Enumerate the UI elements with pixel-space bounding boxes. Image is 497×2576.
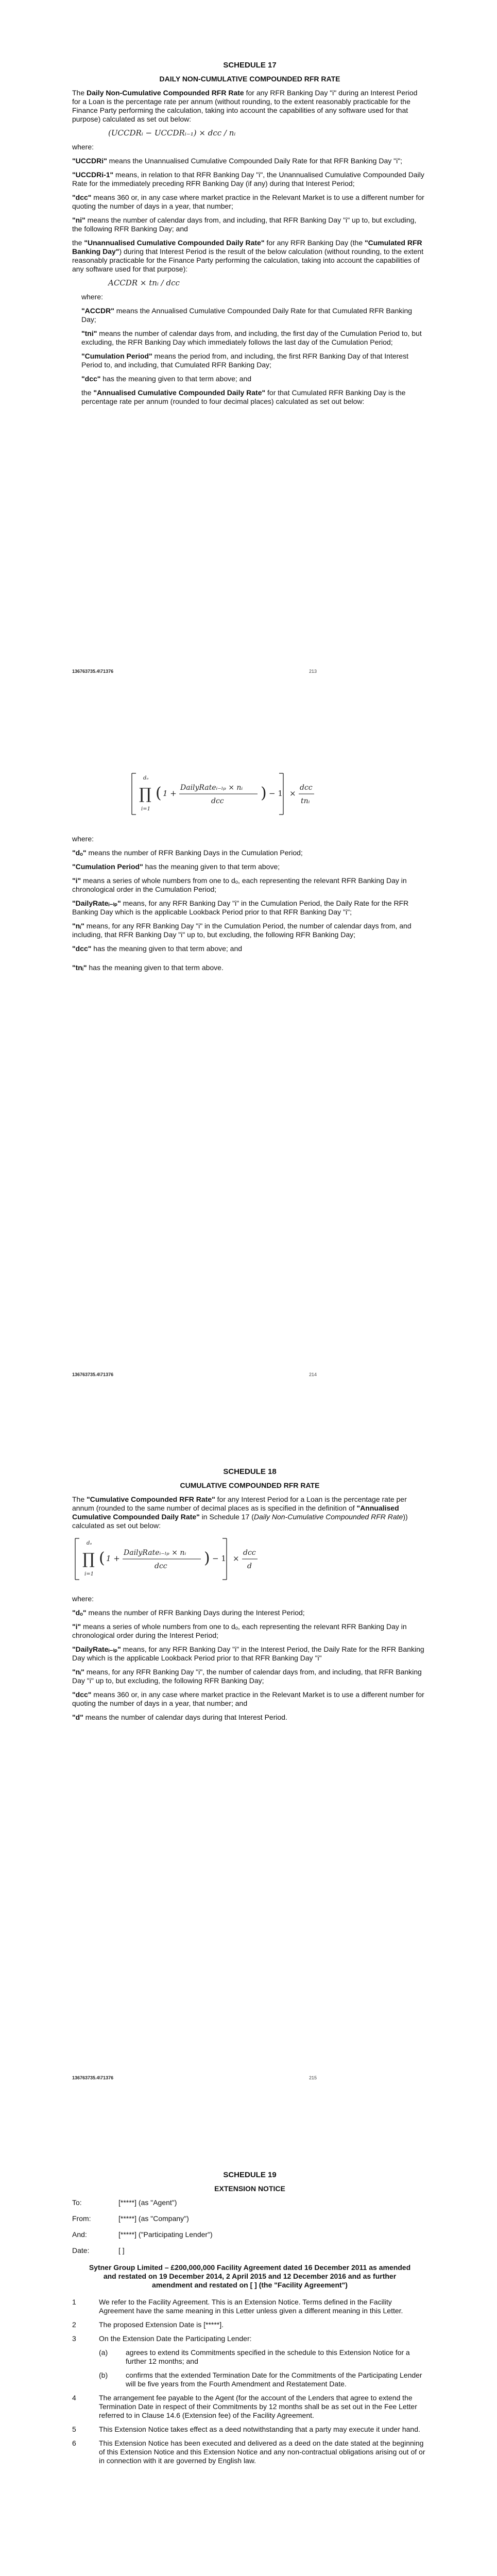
text-dcc-2: has the meaning given to that term above; and <box>100 375 252 383</box>
numbered-list-2 <box>72 2394 427 2465</box>
svg-text:): ) <box>204 1549 210 1567</box>
svg-text:DailyRateᵢ₋ₗₚ × nᵢ: DailyRateᵢ₋ₗₚ × nᵢ <box>180 784 243 792</box>
list-item-text: This Extension Notice has been executed and delivered as a deed on the date stated at the beginning of this Extension Notice and this Extension Notice and any non-contractual obligations arising out of or in connection with it are governed by English law. <box>99 2439 425 2465</box>
term-tni: "tni" <box>81 329 97 337</box>
svg-text:i=1: i=1 <box>84 1571 94 1577</box>
page-213-number: 213 <box>309 669 317 674</box>
intro215-end: )) calculated as set out below: <box>72 1513 408 1530</box>
list-item-text: The proposed Extension Date is [*****]. <box>99 2320 224 2329</box>
list-item <box>72 2320 427 2329</box>
page-214-footer: 136763735.4\71376 <box>72 1372 114 1377</box>
svg-text:− 1: − 1 <box>269 789 283 798</box>
term-daily-rate: "DailyRateᵢ₋ₗₚ" <box>72 899 121 907</box>
to-label: To: <box>72 2198 82 2207</box>
term-do: "dₒ" <box>72 849 87 857</box>
definition-uccdri <box>72 157 427 165</box>
intro215-term: "Cumulative Compounded RFR Rate" <box>87 1495 215 1503</box>
and-value: [*****] ("Participating Lender") <box>118 2230 213 2239</box>
definition-accdr-2 <box>81 388 427 406</box>
definition-cp-214 <box>72 862 427 871</box>
definition-i <box>72 876 427 894</box>
svg-text:): ) <box>261 784 267 802</box>
page-214-content <box>72 835 427 977</box>
svg-text:∏: ∏ <box>82 1550 95 1568</box>
list-item-text: This Extension Notice takes effect as a deed notwithstanding that a party may execute it under hand. <box>99 2425 420 2433</box>
page-214-number: 214 <box>309 1372 317 1377</box>
list-item-text: On the Extension Date the Participating Lender: <box>99 2334 252 2343</box>
formula-cumulative-rate <box>72 1535 288 1584</box>
term-i-215: "i" <box>72 1622 81 1631</box>
intro215-mid: for any Interest Period for a Loan is the percentage rate per annum (rounded to the same number of decimal places as is specified in the definition of <box>72 1495 407 1512</box>
text-ni-215: means, for any RFR Banking Day "i", the number of calendar days from, and including, that RFR Banking Day "i" up to, but excluding, the following RFR Banking Day; <box>72 1668 422 1685</box>
svg-text:dcc: dcc <box>211 797 224 805</box>
svg-text:1 +: 1 + <box>163 789 177 798</box>
list-item-number: 2 <box>72 2320 76 2329</box>
text-uccdr-mid: for any RFR Banking Day (the <box>264 239 365 247</box>
term-ni-214: "nᵢ" <box>72 922 84 930</box>
list-item-text: We refer to the Facility Agreement. This is an Extension Notice. Terms defined in the Facility Agreement have the same meaning in this Letter unless given a different meaning in this Letter. <box>99 2298 403 2315</box>
text-accdr: means the Annualised Cumulative Compounded Daily Rate for that Cumulated RFR Banking Day; <box>81 307 413 324</box>
text-cumulation-period: means the period from, and including, the first RFR Banking Day of that Interest Period to, and including, that Cumulated RFR Banking Day; <box>81 352 408 369</box>
term-dcc-215: "dcc" <box>72 1690 92 1699</box>
intro-text: for any RFR Banking Day "i" during an Interest Period for a Loan is the percentage rate per annum (without rounding, to the extent reasonably practicable for the Finance Party performing the calculation, taking into account the capabilities of any software used for that purpose) calculated as set out below: <box>72 89 418 123</box>
list-item-number: (b) <box>99 2371 108 2379</box>
page-216 <box>0 2110 497 2576</box>
list-item-text: The arrangement fee payable to the Agent (for the account of the Lenders that agree to extend the Termination Date in respect of their Commitments by 12 months shall be as set out in the Fee Letter referred to in Clause 14.6 (Extension fee) of the Facility Agreement. <box>99 2394 417 2419</box>
term-dcc-2: "dcc" <box>81 375 101 383</box>
page-215-footer: 136763735.4\71376 <box>72 2075 114 2080</box>
definition-d-215 <box>72 1713 427 1722</box>
definition-dcc <box>72 193 427 211</box>
extension-notice-heading: Sytner Group Limited – £200,000,000 Facility Agreement dated 16 December 2011 as amended and restated on 19 December 2014, 2 April 2015 and 12 December 2016 and as further amendment and restated on [ ] (the "Facility Agreement") <box>89 2263 411 2289</box>
where-block-2 <box>81 293 427 406</box>
definition-cumulation-period <box>81 352 427 369</box>
page-213-footer: 136763735.4\71376 <box>72 669 114 674</box>
list-item-text: agrees to extend its Commitments specified in the schedule to this Extension Notice for a further 12 months; and <box>126 2348 410 2365</box>
schedule-18-subtitle: CUMULATIVE COMPOUNDED RFR RATE <box>180 1481 320 1489</box>
page-213-content <box>72 61 427 411</box>
list-item-number: 6 <box>72 2439 76 2447</box>
text-uccdr: ) during that Interest Period is the result of the below calculation (without rounding, to the extent reasonably practicable for the Finance Party performing the calculation, taking into account the capabilities of any software used for that purpose): <box>72 247 424 273</box>
svg-text:×: × <box>233 1554 239 1563</box>
where-label-2: where: <box>81 293 104 301</box>
formula-uccdr: ACCDR × tnᵢ / dcc <box>108 278 180 287</box>
list-item <box>99 2371 427 2388</box>
term-tni-214: "tnᵢ" <box>72 963 87 972</box>
definition-uccdr <box>72 239 427 274</box>
term-cumulated-day: "Cumulated RFR Banking Day" <box>72 239 422 256</box>
definition-daily-rate <box>72 899 427 917</box>
svg-text:i=1: i=1 <box>141 806 150 812</box>
list-item-number: (a) <box>99 2348 108 2357</box>
list-item-number: 3 <box>72 2334 76 2343</box>
list-item <box>72 2334 427 2343</box>
page-216-content <box>72 2171 427 2470</box>
list-item-text: confirms that the extended Termination Date for the Commitments of the Participating Lender will be five years from the Fourth Amendment and Restatement Date. <box>126 2371 422 2388</box>
text-cp-214: has the meaning given to that term above; <box>143 862 280 871</box>
text-ni: means the number of calendar days from, and including, that RFR Banking Day "i" up to, but excluding, the following RFR Banking Day; and <box>72 216 417 233</box>
from-value: [*****] (as "Company") <box>118 2214 189 2223</box>
text-uccdr-pre: the <box>72 239 84 247</box>
list-item <box>72 2439 427 2465</box>
definition-i-215 <box>72 1622 427 1640</box>
term-uccdr: "Unannualised Cumulative Compounded Daily Rate" <box>84 239 265 247</box>
definition-do <box>72 849 427 857</box>
svg-text:d: d <box>247 1562 252 1570</box>
intro215-pre: The <box>72 1495 87 1503</box>
address-date <box>72 2246 427 2255</box>
svg-text:dₒ: dₒ <box>143 775 149 781</box>
schedule-18-intro <box>72 1495 427 1530</box>
definition-uccdri-1 <box>72 171 427 188</box>
page-213 <box>0 0 497 703</box>
svg-text:dcc: dcc <box>243 1549 256 1557</box>
where-label-1: where: <box>72 143 94 151</box>
page-215 <box>0 1406 497 2110</box>
definition-accdr <box>81 307 427 324</box>
term-accdr-2: "Annualised Cumulative Compounded Daily Rate" <box>93 388 266 397</box>
svg-text:∏: ∏ <box>139 785 151 803</box>
schedule-18-title: SCHEDULE 18 <box>223 1467 277 1476</box>
svg-text:×: × <box>289 789 296 798</box>
definition-ni-214 <box>72 922 427 939</box>
text-dcc-214: has the meaning given to that term above; and <box>91 944 243 953</box>
svg-text:dcc: dcc <box>300 784 313 792</box>
term-do-215: "dₒ" <box>72 1608 87 1617</box>
text-daily-rate: means, for any RFR Banking Day "i" in the Cumulation Period, the Daily Rate for the RFR Banking Day which is the applicable Lookback Period prior to that RFR Banking Day "i"; <box>72 899 409 916</box>
address-to <box>72 2198 427 2207</box>
definition-dcc-214 <box>72 944 427 953</box>
text-uccdri: means the Unannualised Cumulative Compounded Daily Rate for that RFR Banking Day "i"; <box>107 157 403 165</box>
intro215-term2: "Annualised Cumulative Compounded Daily Rate" <box>72 1504 399 1521</box>
term-i: "i" <box>72 876 81 885</box>
schedule-17-title: SCHEDULE 17 <box>223 61 277 70</box>
definition-dcc-215 <box>72 1690 427 1708</box>
svg-text:1 +: 1 + <box>106 1554 120 1563</box>
svg-text:dcc: dcc <box>155 1562 167 1570</box>
list-item <box>72 2394 427 2420</box>
list-item-number: 1 <box>72 2298 76 2306</box>
list-item <box>72 2425 427 2434</box>
text-d-215: means the number of calendar days during that Interest Period. <box>83 1713 287 1721</box>
text-tni: means the number of calendar days from, and including, the first day of the Cumulation Period to, but excluding, the RFR Banking Day which immediately follows the last day of the Cumulation Period; <box>81 329 422 346</box>
term-cumulation-period: "Cumulation Period" <box>81 352 152 360</box>
list-item-number: 5 <box>72 2425 76 2433</box>
intro215-italic: Daily Non-Cumulative Compounded RFR Rate <box>253 1513 403 1521</box>
text-i-215: means a series of whole numbers from one to dₒ, each representing the relevant RFR Banking Day in chronological order during the Interest Period; <box>72 1622 407 1639</box>
address-and <box>72 2230 427 2239</box>
where-label-215: where: <box>72 1595 94 1603</box>
text-dcc: means 360 or, in any case where market practice in the Relevant Market is to use a different number for quoting the number of days in a year, that number; <box>72 193 424 210</box>
svg-text:− 1: − 1 <box>212 1554 226 1563</box>
definition-ni-215 <box>72 1668 427 1685</box>
text-i: means a series of whole numbers from one to dₒ, each representing the relevant RFR Banking Day in chronological order in the Cumulation Period; <box>72 876 407 893</box>
svg-text:tnᵢ: tnᵢ <box>301 797 310 805</box>
text-dcc-215: means 360 or, in any case where market practice in the Relevant Market is to use a different number for quoting the number of days in a year, that number; and <box>72 1690 424 1707</box>
definition-tni-214 <box>72 963 427 972</box>
text-do: means the number of RFR Banking Days in the Cumulation Period; <box>86 849 303 857</box>
list-item <box>72 2298 427 2315</box>
term-dcc: "dcc" <box>72 193 92 201</box>
sub-list <box>72 2348 427 2388</box>
text-daily-rate-215: means, for any RFR Banking Day "i" in the Interest Period, the Daily Rate for the RFR Banking Day which is the applicable Lookback Period prior to that RFR Banking Day "i" <box>72 1645 424 1662</box>
formula-daily-noncumulative: (UCCDRᵢ − UCCDRᵢ₋₁) × dcc / nᵢ <box>108 128 236 138</box>
term-daily-rate-215: "DailyRateᵢ₋ₗₚ" <box>72 1645 121 1653</box>
page-215-content <box>72 1467 427 1727</box>
text-do-215: means the number of RFR Banking Days during the Interest Period; <box>86 1608 305 1617</box>
to-value: [*****] (as "Agent") <box>118 2198 177 2207</box>
schedule-19-title: SCHEDULE 19 <box>223 2171 277 2179</box>
term-dcc-214: "dcc" <box>72 944 92 953</box>
date-label: Date: <box>72 2246 90 2255</box>
schedule-17-intro: The Daily Non-Cumulative Compounded RFR Rate for any RFR Banking Day "i" during an Interest Period for a Loan is the percentage rate per annum (without rounding, to the extent reasonably practicable for the Finance Party performing the calculation, taking into account the capabilities of any software used for that purpose) calculated as set out below: <box>72 89 418 123</box>
definition-tni <box>81 329 427 347</box>
formula-accdr-product <box>129 770 417 819</box>
text-accdr-2: for that Cumulated RFR Banking Day is the percentage rate per annum (rounded to four decimal places) calculated as set out below: <box>81 388 406 405</box>
text-accdr2-pre: the <box>81 388 94 397</box>
list-item-number: 4 <box>72 2394 76 2402</box>
intro-term: Daily Non-Cumulative Compounded RFR Rate <box>87 89 244 97</box>
from-label: From: <box>72 2214 91 2223</box>
svg-text:dₒ: dₒ <box>87 1540 92 1546</box>
definition-daily-rate-215 <box>72 1645 427 1663</box>
svg-text:(: ( <box>99 1549 105 1567</box>
term-d-215: "d" <box>72 1713 83 1721</box>
intro215-mid2: in Schedule 17 ( <box>199 1513 254 1521</box>
where-label-214: where: <box>72 835 94 843</box>
address-from <box>72 2214 427 2223</box>
term-accdr: "ACCDR" <box>81 307 114 315</box>
page-214 <box>0 703 497 1406</box>
schedule-19-subtitle: EXTENSION NOTICE <box>214 2184 285 2193</box>
definition-dcc-2 <box>81 375 427 383</box>
definition-do-215 <box>72 1608 427 1617</box>
schedule-17-subtitle: DAILY NON-CUMULATIVE COMPOUNDED RFR RATE <box>159 75 340 83</box>
text-tni-214: has the meaning given to that term above. <box>87 963 224 972</box>
text-uccdri-1: means, in relation to that RFR Banking Day "i", the Unannualised Cumulative Compounded Daily Rate for the immediately preceding RFR Banking Day (if any) during that Interest Period; <box>72 171 424 188</box>
svg-text:(: ( <box>156 784 162 802</box>
svg-text:DailyRateᵢ₋ₗₚ × nᵢ: DailyRateᵢ₋ₗₚ × nᵢ <box>124 1549 186 1557</box>
numbered-list-1 <box>72 2298 427 2343</box>
definition-ni <box>72 216 427 233</box>
and-label: And: <box>72 2230 87 2239</box>
page-215-number: 215 <box>309 2075 317 2080</box>
text-ni-214: means, for any RFR Banking Day "i" in the Cumulation Period, the number of calendar days from, and including, that RFR Banking Day "i" up to, but excluding, the following RFR Banking Day; <box>72 922 412 939</box>
term-ni: "ni" <box>72 216 85 224</box>
term-uccdri: "UCCDRi" <box>72 157 107 165</box>
term-uccdri-1: "UCCDRi-1" <box>72 171 114 179</box>
term-cp-214: "Cumulation Period" <box>72 862 143 871</box>
date-value: [ ] <box>118 2246 125 2255</box>
term-ni-215: "nᵢ" <box>72 1668 84 1676</box>
list-item <box>99 2348 427 2366</box>
